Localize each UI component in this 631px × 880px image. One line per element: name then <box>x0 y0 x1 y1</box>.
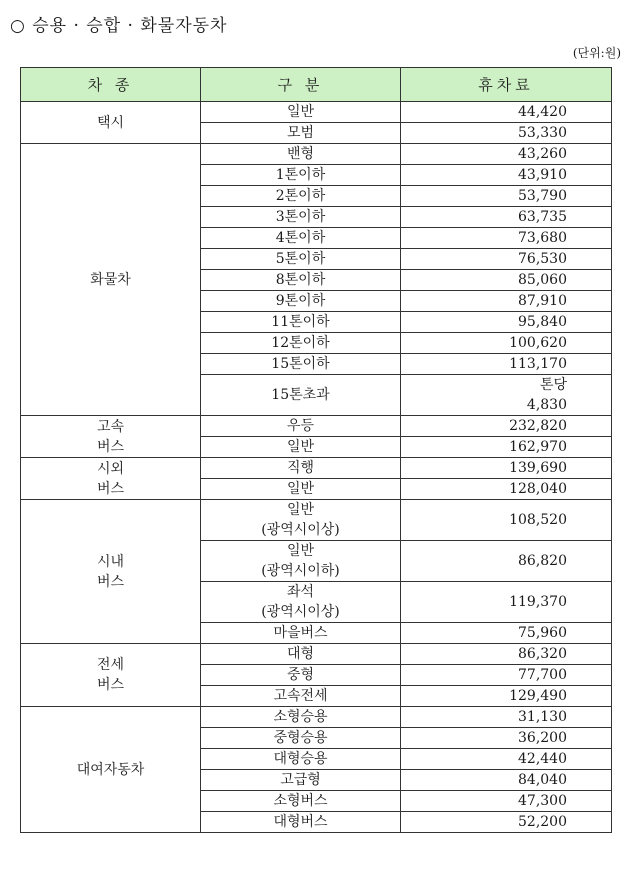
category-line: 모범 <box>286 125 315 141</box>
fee-cell <box>401 749 612 770</box>
fee-line: 119,370 <box>509 594 567 610</box>
category-line: 3톤이하 <box>275 209 326 225</box>
fee-line: 108,520 <box>509 512 567 528</box>
category-cell <box>201 165 401 186</box>
table-row <box>21 102 612 123</box>
category-line: 8톤이하 <box>275 272 326 288</box>
category-line: 좌석 <box>286 584 315 600</box>
fee-cell <box>401 479 612 500</box>
category-line: (광역시이하) <box>261 563 340 579</box>
category-cell <box>201 749 401 770</box>
category-cell <box>201 665 401 686</box>
category-cell <box>201 791 401 812</box>
category-line: 중형 <box>286 667 315 683</box>
fee-cell <box>401 228 612 249</box>
fee-cell <box>401 665 612 686</box>
fee-cell <box>401 770 612 791</box>
vehicle-type-line: 버스 <box>96 677 125 693</box>
fee-cell <box>401 623 612 644</box>
vehicle-type-line: 화물차 <box>90 271 131 288</box>
fee-cell <box>401 812 612 833</box>
table-row <box>21 458 612 479</box>
category-line: 2톤이하 <box>275 188 326 204</box>
category-line: 4톤이하 <box>275 230 326 246</box>
category-line: 대형 <box>286 646 315 662</box>
table-row <box>21 144 612 165</box>
category-line: 5톤이하 <box>275 251 326 267</box>
fee-cell <box>401 249 612 270</box>
vehicle-type-cell <box>21 644 201 707</box>
category-line: 11톤이하 <box>271 314 330 330</box>
fee-cell <box>401 791 612 812</box>
fee-cell <box>401 102 612 123</box>
rental-fee-table <box>20 67 612 833</box>
fee-line: 95,840 <box>518 314 567 330</box>
fee-cell <box>401 416 612 437</box>
table-body <box>21 102 612 833</box>
vehicle-type-line: 택시 <box>96 114 125 131</box>
category-line: 일반 <box>286 439 315 455</box>
fee-line: 36,200 <box>518 730 567 746</box>
vehicle-type-line: 전세 <box>96 657 125 673</box>
header-fee: 휴차료 <box>401 68 612 102</box>
fee-cell <box>401 644 612 665</box>
fee-line: 44,420 <box>518 104 567 120</box>
fee-cell <box>401 165 612 186</box>
vehicle-type-cell <box>21 500 201 644</box>
category-line: 1톤이하 <box>275 167 326 183</box>
category-cell <box>201 207 401 228</box>
fee-line: 53,790 <box>518 188 567 204</box>
category-line: 대형버스 <box>273 814 328 830</box>
category-cell <box>201 144 401 165</box>
fee-cell <box>401 354 612 375</box>
table-row <box>21 707 612 728</box>
category-line: 우등 <box>286 418 315 434</box>
fee-line: 85,060 <box>518 272 567 288</box>
category-cell <box>201 812 401 833</box>
category-cell <box>201 623 401 644</box>
category-line: 일반 <box>286 543 315 559</box>
category-line: 일반 <box>286 502 315 518</box>
fee-line: 톤당 <box>539 377 567 393</box>
fee-line: 77,700 <box>518 667 567 683</box>
fee-cell <box>401 541 612 582</box>
vehicle-type-line: 대여자동차 <box>76 761 145 778</box>
fee-cell <box>401 144 612 165</box>
fee-line: 53,330 <box>518 125 567 141</box>
category-cell <box>201 707 401 728</box>
category-line: 중형승용 <box>273 730 328 746</box>
category-cell <box>201 375 401 416</box>
fee-cell <box>401 207 612 228</box>
fee-cell <box>401 437 612 458</box>
category-line: 밴형 <box>286 146 315 162</box>
fee-cell <box>401 500 612 541</box>
table-row <box>21 644 612 665</box>
category-cell <box>201 354 401 375</box>
fee-line: 43,910 <box>518 167 567 183</box>
category-cell <box>201 728 401 749</box>
category-line: 직행 <box>286 460 315 476</box>
header-row <box>21 68 612 102</box>
fee-cell <box>401 186 612 207</box>
fee-line: 128,040 <box>509 481 567 497</box>
unit-label: (단위:원) <box>572 46 621 60</box>
category-line: 소형버스 <box>273 793 328 809</box>
vehicle-type-cell <box>21 707 201 833</box>
category-line: (광역시이상) <box>261 604 340 620</box>
category-line: 대형승용 <box>273 751 328 767</box>
category-cell <box>201 582 401 623</box>
category-line: 15톤초과 <box>271 387 330 403</box>
fee-cell <box>401 728 612 749</box>
category-cell <box>201 686 401 707</box>
category-cell <box>201 312 401 333</box>
category-cell <box>201 102 401 123</box>
fee-cell <box>401 582 612 623</box>
header-category: 구 분 <box>201 68 401 102</box>
table-row <box>21 500 612 541</box>
category-line: 12톤이하 <box>271 335 330 351</box>
fee-cell <box>401 333 612 354</box>
fee-cell <box>401 686 612 707</box>
fee-line: 75,960 <box>518 625 567 641</box>
fee-line: 76,530 <box>518 251 567 267</box>
category-cell <box>201 644 401 665</box>
vehicle-type-cell <box>21 458 201 500</box>
fee-line: 73,680 <box>518 230 567 246</box>
fee-line: 86,320 <box>518 646 567 662</box>
vehicle-type-line: 고속 <box>96 418 125 435</box>
fee-cell <box>401 707 612 728</box>
fee-cell <box>401 123 612 144</box>
category-cell <box>201 416 401 437</box>
fee-line: 162,970 <box>509 439 567 455</box>
fee-line: 87,910 <box>518 293 567 309</box>
category-cell <box>201 541 401 582</box>
fee-line: 113,170 <box>509 356 567 372</box>
category-cell <box>201 500 401 541</box>
table-row <box>21 416 612 437</box>
fee-line: 4,830 <box>526 397 567 413</box>
fee-cell <box>401 270 612 291</box>
category-line: 9톤이하 <box>275 293 326 309</box>
fee-line: 139,690 <box>509 460 567 476</box>
category-line: 15톤이하 <box>271 356 330 372</box>
fee-cell <box>401 458 612 479</box>
category-cell <box>201 228 401 249</box>
vehicle-type-line: 시내 <box>96 553 125 570</box>
vehicle-type-line: 버스 <box>96 438 125 455</box>
category-cell <box>201 479 401 500</box>
category-line: 소형승용 <box>273 709 328 725</box>
category-line: (광역시이상) <box>261 522 340 538</box>
category-cell <box>201 123 401 144</box>
category-cell <box>201 333 401 354</box>
category-cell <box>201 458 401 479</box>
vehicle-type-line: 버스 <box>96 480 125 497</box>
fee-line: 63,735 <box>518 209 567 225</box>
category-cell <box>201 186 401 207</box>
category-cell <box>201 270 401 291</box>
category-line: 고속전세 <box>273 688 328 704</box>
vehicle-type-line: 버스 <box>96 573 125 590</box>
category-cell <box>201 291 401 312</box>
category-line: 일반 <box>286 104 315 120</box>
fee-cell <box>401 312 612 333</box>
category-line: 일반 <box>286 481 315 497</box>
fee-cell <box>401 291 612 312</box>
fee-line: 84,040 <box>518 772 567 788</box>
section-title: ○ 승용 · 승합 · 화물자동차 <box>10 16 228 36</box>
fee-line: 129,490 <box>509 688 567 704</box>
category-cell <box>201 437 401 458</box>
fee-line: 47,300 <box>518 793 567 809</box>
fee-line: 232,820 <box>509 418 567 434</box>
fee-line: 52,200 <box>518 814 567 830</box>
vehicle-type-cell <box>21 416 201 458</box>
fee-line: 100,620 <box>509 335 567 351</box>
category-cell <box>201 249 401 270</box>
vehicle-type-line: 시외 <box>96 460 125 477</box>
fee-line: 31,130 <box>518 709 567 725</box>
fee-line: 43,260 <box>518 146 567 162</box>
category-line: 고급형 <box>280 772 321 788</box>
vehicle-type-cell <box>21 102 201 144</box>
category-line: 마을버스 <box>273 625 328 641</box>
fee-line: 86,820 <box>518 553 567 569</box>
vehicle-type-cell <box>21 144 201 416</box>
fee-line: 42,440 <box>518 751 567 767</box>
header-vehicle-type: 차 종 <box>21 68 201 102</box>
fee-cell <box>401 375 612 416</box>
category-cell <box>201 770 401 791</box>
